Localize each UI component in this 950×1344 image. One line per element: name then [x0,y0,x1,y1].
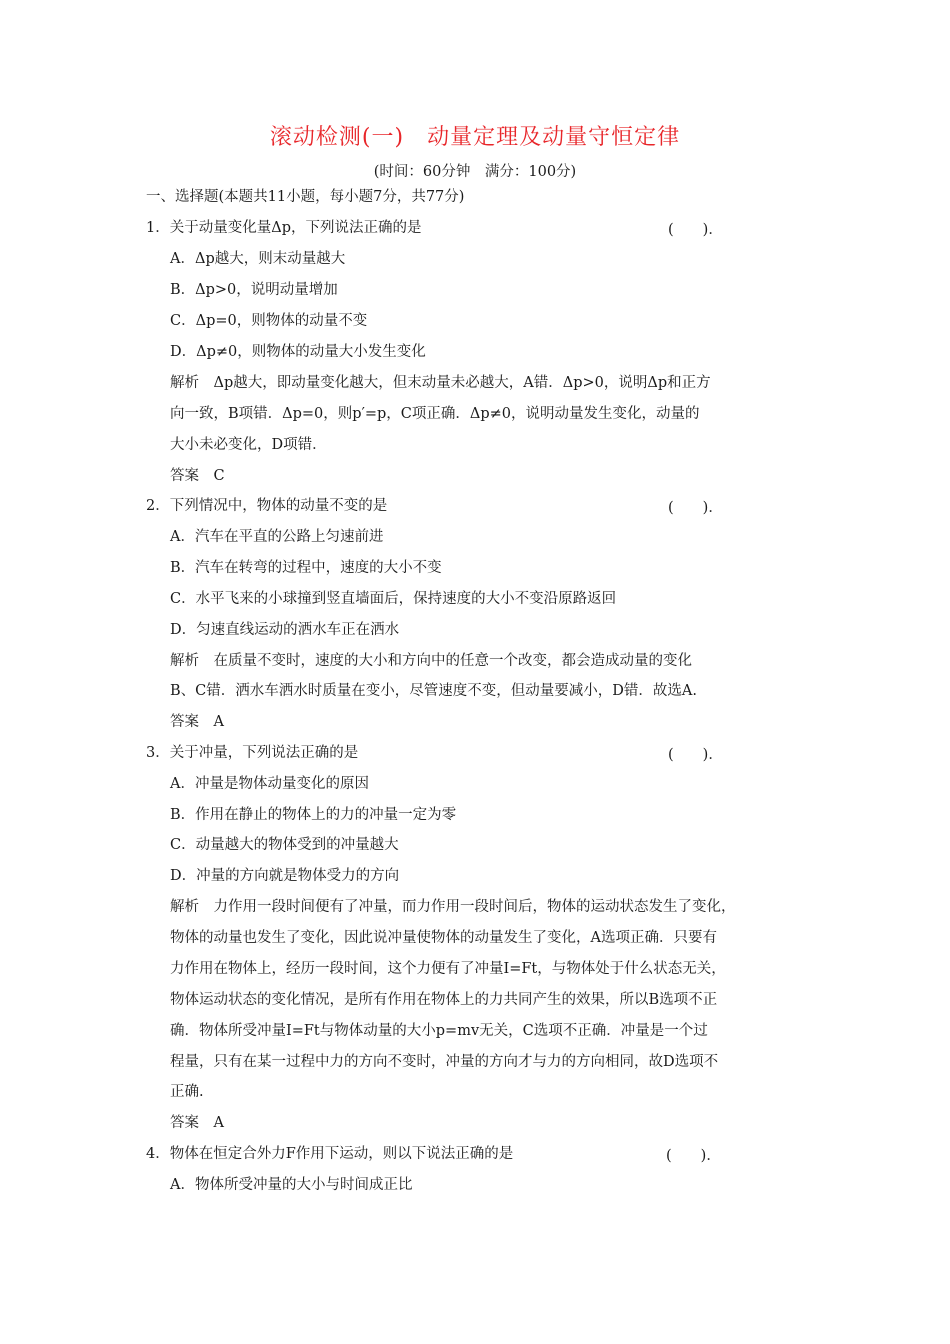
question-stem: 1．关于动量变化量Δp，下列说法正确的是 [146,220,422,236]
answer-line: 答案 A [170,714,224,730]
answer-paren: ( )． [668,500,723,516]
option-a: A．冲量是物体动量变化的原因 [170,776,369,792]
option-c: C．Δp=0，则物体的动量不变 [170,313,368,329]
answer-line: 答案 A [170,1115,224,1131]
analysis-line: 解析 在质量不变时，速度的大小和方向中的任意一个改变，都会造成动量的变化 [170,653,692,669]
option-c: C．水平飞来的小球撞到竖直墙面后，保持速度的大小不变沿原路返回 [170,591,617,607]
option-d: D．冲量的方向就是物体受力的方向 [170,868,400,884]
answer-paren: ( )． [666,1148,721,1164]
option-a: A．Δp越大，则末动量越大 [170,251,346,267]
analysis-line: B、C错．洒水车洒水时质量在变小，尽管速度不变，但动量要减小，D错．故选A. [170,683,697,699]
option-b: B．Δp>0，说明动量增加 [170,282,338,298]
analysis-line: 大小未必变化，D项错． [170,437,327,453]
answer-paren: ( )． [668,747,723,763]
option-c: C．动量越大的物体受到的冲量越大 [170,837,399,853]
option-b: B．汽车在转弯的过程中，速度的大小不变 [170,560,442,576]
analysis-line: 物体运动状态的变化情况，是所有作用在物体上的力共同产生的效果，所以B选项不正 [170,992,718,1008]
option-a: A．物体所受冲量的大小与时间成正比 [170,1177,413,1193]
analysis-line: 力作用在物体上，经历一段时间，这个力便有了冲量I=Ft，与物体处于什么状态无关， [170,961,726,977]
section-heading: 一、选择题(本题共11小题，每小题7分，共77分) [146,189,465,205]
question-stem: 4．物体在恒定合外力F作用下运动，则以下说法正确的是 [146,1146,514,1162]
answer-paren: ( )． [668,222,723,238]
option-d: D．匀速直线运动的洒水车正在洒水 [170,622,400,638]
answer-line: 答案 C [170,468,225,484]
analysis-line: 解析 Δp越大，即动量变化越大，但末动量未必越大，A错．Δp>0，说明Δp和正方 [170,375,711,391]
option-d: D．Δp≠0，则物体的动量大小发生变化 [170,344,426,360]
analysis-line: 程量，只有在某一过程中力的方向不变时，冲量的方向才与力的方向相同，故D选项不 [170,1054,719,1070]
analysis-line: 向一致，B项错．Δp=0，则p′=p，C项正确．Δp≠0，说明动量发生变化，动量的 [170,406,700,422]
option-a: A．汽车在平直的公路上匀速前进 [170,529,384,545]
analysis-line: 确．物体所受冲量I=Ft与物体动量的大小p=mv无关，C选项不正确．冲量是一个过 [170,1023,708,1039]
document-subtitle: (时间：60分钟 满分：100分) [373,164,577,180]
analysis-line: 解析 力作用一段时间便有了冲量，而力作用一段时间后，物体的运动状态发生了变化， [170,899,736,915]
option-b: B．作用在静止的物体上的力的冲量一定为零 [170,807,457,823]
question-stem: 3．关于冲量，下列说法正确的是 [146,745,359,761]
analysis-line: 正确. [170,1084,204,1100]
document-title: 滚动检测(一) 动量定理及动量守恒定律 [269,125,681,150]
question-stem: 2．下列情况中，物体的动量不变的是 [146,498,388,514]
analysis-line: 物体的动量也发生了变化，因此说冲量使物体的动量发生了变化，A选项正确．只要有 [170,930,717,946]
